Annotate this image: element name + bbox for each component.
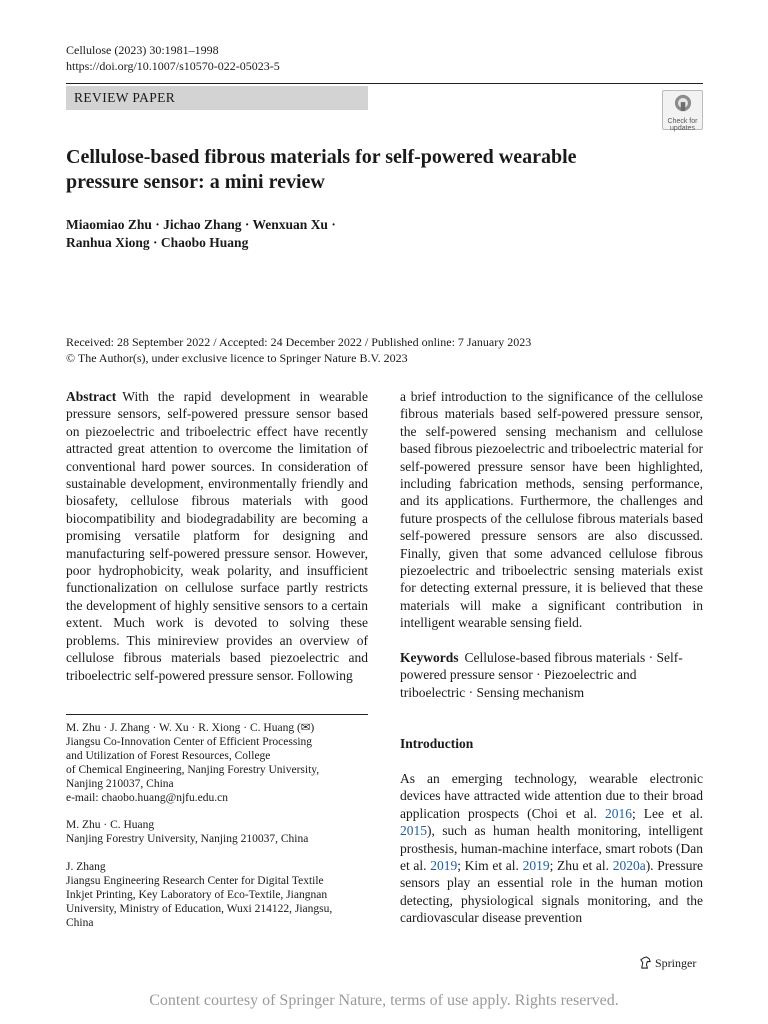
affiliation-line: Nanjing Forestry University, Nanjing 210037, China [66,832,309,845]
affiliation-2 [66,819,368,847]
authors-line-1: Miaomiao Zhu · Jichao Zhang · Wenxuan Xu · [66,217,336,232]
keywords [400,649,703,701]
affiliation-line: M. Zhu · J. Zhang · W. Xu · R. Xiong · C. Huang (✉) [66,722,315,734]
publication-history [66,335,686,366]
citation-link[interactable]: 2016 [604,805,632,821]
abstract-left [66,388,368,684]
citation-link[interactable]: 2015 [400,823,427,839]
badge-label-1: Check for [667,118,698,125]
abstract-right: a brief introduction to the significance of the cellulose fibrous materials based self-powered pressure sensor, the self-powered sensing mechanism and cellulose based fibrous piezoelectric and triboelectric material for self-powered pressure sensor have been highlighted, including fabrication methods, sensing performance, and its applications. Furthermore, the challenges and future prospects of the cellulose fibrous materials based self-powered pressure sensors are also discussed. Finally, given that some advanced cellulose fibrous piezoelectric and triboelectric sensing materials exist for detecting external pressure, it is believed that these materials will make a significant contribution in intelligent wearable sensing field. [400,389,703,631]
intro-text: ; Zhu et al. [549,858,613,874]
keywords-label: Keywords [400,650,459,665]
paper-title [66,145,686,194]
affiliation-line: and Utilization of Forest Resources, College [66,749,271,762]
crossmark-icon [674,94,692,112]
affiliation-line: Inkjet Printing, Key Laboratory of Eco-Textile, Jiangnan [66,888,328,901]
citation-link[interactable]: 2020a [612,858,646,874]
intro-text: ). Pressure sensors play an essential role in the human motion detecting, physiological signals monitoring, and the cardiovascular disease prevention [400,858,703,926]
affiliation-line: Nanjing 210037, China [66,777,174,790]
article-type-banner: REVIEW PAPER [66,86,368,110]
affiliation-line: China [66,916,94,929]
intro-text: ; Lee et al. [631,805,704,821]
doi-link[interactable]: https://doi.org/10.1007/s10570-022-05023-5 [66,59,280,73]
affiliation-line: Jiangsu Co-Innovation Center of Efficient Processing [66,735,313,748]
title-line-2: pressure sensor: a mini review [66,170,325,193]
badge-label-2: updates [670,125,695,132]
footer-notice: Content courtesy of Springer Nature, terms of use apply. Rights reserved. [149,992,619,1009]
affiliation-rule [66,714,368,715]
abstract-text-left: With the rapid development in wearable pressure sensors, self-powered pressure sensor based on piezoelectric and triboelectric effect have recently attracted great attention to overcome the limitation of conventional hard power sources. In consideration of sustainable development, environmentally friendly and biosafety, cellulose fibrous materials with good biocompatibility and biodegradability are becoming a promising versatile platform for designing and manufacturing self-powered pressure sensor. However, poor hydrophobicity, weak polarity, and insufficient functionalization on cellulose surface partly restricts the development of highly sensitive sensors to a certain extent. Much work is devoted to solving these problems. This minireview provides an overview of cellulose fibrous materials based piezoelectric and triboelectric self-powered pressure sensor. Following [66,389,368,683]
abstract-label: Abstract [66,389,117,404]
publisher-mark [639,955,696,971]
affiliation-line: M. Zhu · C. Huang [66,819,155,831]
journal-citation: Cellulose (2023) 30:1981–1998 [66,43,219,57]
copyright-notice: © The Author(s), under exclusive licence to Springer Nature B.V. 2023 [66,350,408,365]
citation-link[interactable]: 2019 [522,858,550,874]
affiliation-1 [66,722,368,805]
intro-text: As an emerging technology, wearable electronic devices have attracted wide attention due to their broad application prospects (Choi et al. [400,771,703,821]
affiliation-3 [66,861,368,931]
affiliation-line: University, Ministry of Education, Wuxi 214122, Jiangsu, [66,902,333,915]
intro-text: ), such as human health monitoring, intelligent prosthesis, human-machine interface, smart robots (Dan et al. [400,823,703,874]
authors-line-2: Ranhua Xiong · Chaobo Huang [66,235,249,250]
keywords-text: Cellulose-based fibrous materials · Self-powered pressure sensor · Piezoelectric and triboelectric · Sensing mechanism [400,650,683,700]
header-rule [66,83,703,84]
email-link[interactable]: e-mail: chaobo.huang@njfu.edu.cn [66,791,228,804]
citation-link[interactable]: 2019 [430,858,458,874]
introduction-text [400,770,703,927]
springer-horse-icon [639,956,652,969]
affiliation-line: Jiangsu Engineering Research Center for Digital Textile [66,874,324,887]
affiliation-line: of Chemical Engineering, Nanjing Forestry University, [66,763,320,776]
intro-text: ; Kim et al. [457,858,523,874]
title-line-1: Cellulose-based fibrous materials for self-powered wearable [66,146,577,168]
check-for-updates-badge[interactable] [662,90,703,130]
author-list [66,216,396,252]
received-dates: Received: 28 September 2022 / Accepted: 24 December 2022 / Published online: 7 January 2023 [66,335,532,349]
publisher-name: Springer [655,956,697,970]
affiliation-line: J. Zhang [66,861,106,873]
introduction-heading: Introduction [400,736,474,751]
